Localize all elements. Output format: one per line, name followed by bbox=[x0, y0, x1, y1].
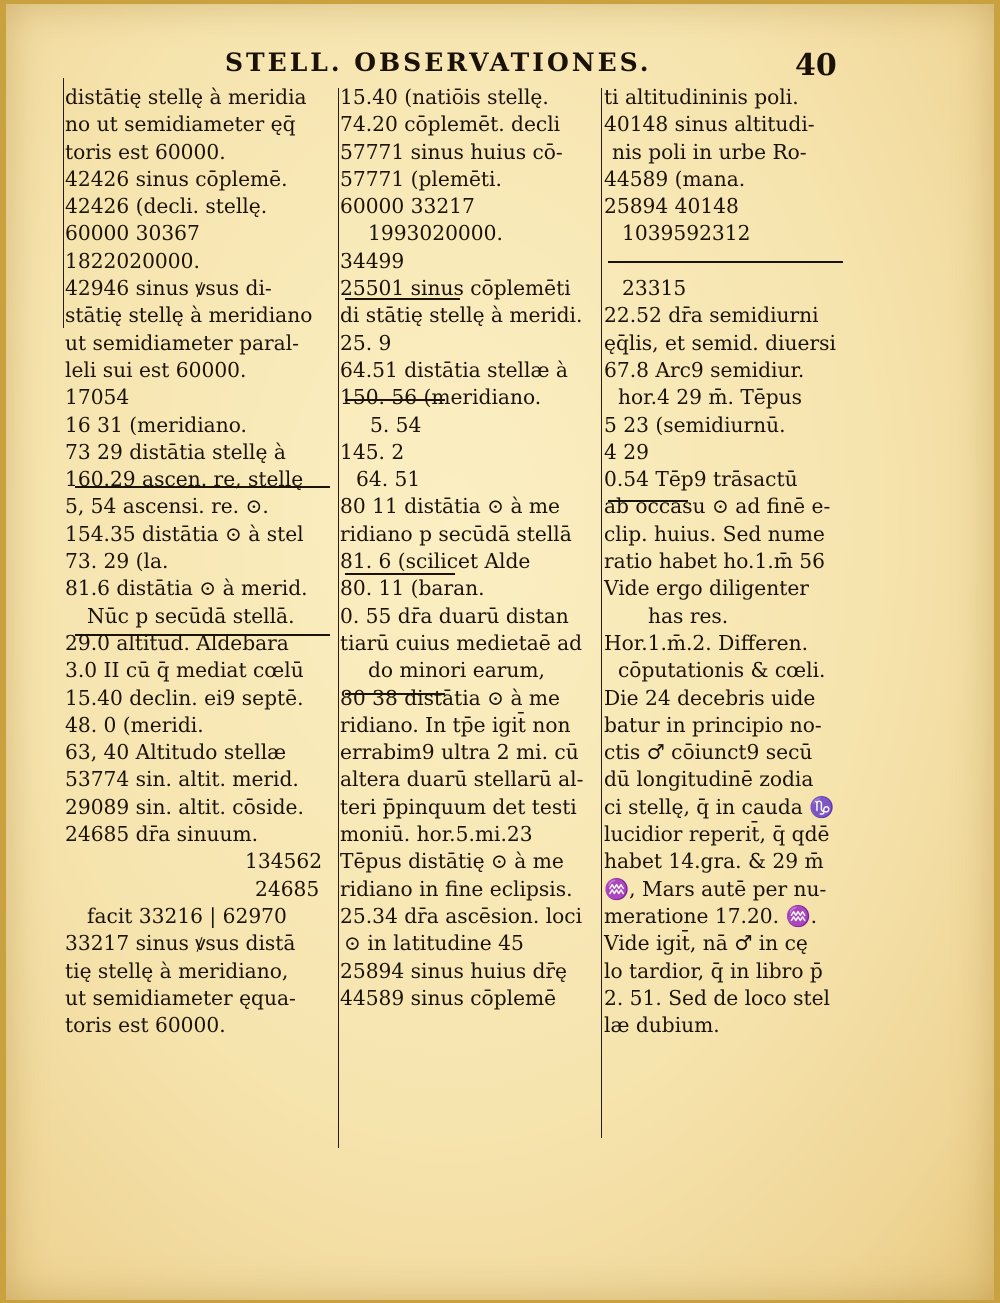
text-line: ęq̄lis, et semid. diuersi bbox=[604, 330, 836, 355]
text-line: 17054 bbox=[65, 385, 130, 410]
text-line: ab occasu ⊙ ad finē e- bbox=[604, 494, 831, 519]
text-line: 145. 2 bbox=[340, 439, 405, 464]
text-line: leli sui est 60000. bbox=[65, 357, 247, 382]
text-line: 40148 sinus altitudi- bbox=[604, 112, 815, 137]
text-line: has res. bbox=[648, 603, 729, 628]
text-line: 0. 55 dr̄a duarū distan bbox=[340, 603, 569, 628]
text-line: toris est 60000. bbox=[65, 1013, 226, 1038]
text-line: ♒, Mars autē per nu- bbox=[604, 876, 827, 901]
text-line: habet 14.gra. & 29 m̄ bbox=[604, 849, 824, 874]
text-line: 57771 sinus huius cō- bbox=[340, 139, 563, 164]
page-number: 40 bbox=[795, 48, 837, 83]
text-line: toris est 60000. bbox=[65, 139, 226, 164]
text-line: moniū. hor.5.mi.23 bbox=[340, 822, 533, 847]
text-line: distātię stellę à meridia bbox=[65, 85, 307, 109]
text-line: errabim9 ultra 2 mi. cū bbox=[340, 740, 579, 765]
text-line: 15.40 (natiōis stellę. bbox=[340, 85, 549, 109]
text-line: 24685 dr̄a sinuum. bbox=[65, 822, 259, 847]
text-line: 42946 sinus ꝟsus di- bbox=[65, 276, 272, 301]
text-line: 1993020000. bbox=[368, 221, 503, 246]
text-line: 150. 56 (meridiano. bbox=[340, 385, 542, 410]
text-line: nis poli in urbe Ro- bbox=[612, 139, 807, 164]
text-line: ⊙ in latitudine 45 bbox=[344, 931, 524, 956]
text-line: 48. 0 (meridi. bbox=[65, 712, 204, 737]
text-line: 1039592312 bbox=[622, 221, 751, 246]
text-line: 154.35 distātia ⊙ à stel bbox=[65, 521, 304, 546]
text-line: læ dubium. bbox=[604, 1013, 720, 1038]
text-line: do minori earum, bbox=[368, 658, 545, 683]
text-line: 42426 sinus cōplemē. bbox=[65, 166, 288, 191]
text-line: 60000 30367 bbox=[65, 221, 200, 246]
text-line: lucidior reperit̄, q̄ qdē bbox=[604, 822, 830, 847]
text-line: meratione 17.20. ♒. bbox=[604, 903, 818, 928]
text-line: 5, 54 ascensi. re. ⊙. bbox=[65, 494, 269, 519]
text-line: 34499 bbox=[340, 248, 405, 273]
text-line: lo tardior, q̄ in libro p̄ bbox=[604, 958, 823, 983]
text-line: 64. 51 bbox=[356, 467, 421, 492]
text-line: 29089 sin. altit. cōside. bbox=[65, 794, 304, 819]
text-line: 57771 (plemēti. bbox=[340, 166, 502, 191]
running-title: STELL. OBSERVATIONES. bbox=[225, 48, 652, 77]
gutter-rule-1 bbox=[338, 88, 339, 1148]
text-line: 44589 (mana. bbox=[604, 166, 746, 191]
text-line: Nūc p secūdā stellā. bbox=[87, 603, 295, 628]
text-line: ut semidiameter paral- bbox=[65, 330, 299, 355]
text-line: stātię stellę à meridiano bbox=[65, 303, 313, 328]
text-line: hor.4 29 m̄. Tēpus bbox=[618, 385, 803, 410]
text-line: 25894 sinus huius dr̄ę bbox=[340, 958, 567, 983]
text-line: 63, 40 Altitudo stellæ bbox=[65, 740, 287, 765]
text-line: 80. 11 (baran. bbox=[340, 576, 485, 601]
text-line: cōputationis & cœli. bbox=[618, 658, 826, 683]
column-right bbox=[604, 84, 854, 1039]
text-line: 73. 29 (la. bbox=[65, 549, 169, 574]
text-line: 22.52 dr̄a semidiurni bbox=[604, 303, 819, 328]
text-line: 134562 bbox=[245, 849, 323, 874]
text-line: facit 33216 | 62970 bbox=[87, 903, 287, 928]
text-line: 60000 33217 bbox=[340, 194, 475, 219]
text-line: 3.0 II cū q̄ mediat cœlū bbox=[65, 658, 304, 683]
text-line: ridiano. In tp̄e igit̄ non bbox=[340, 712, 571, 737]
text-line: 25.34 dr̄a ascēsion. loci bbox=[340, 903, 583, 928]
text-line: di stātię stellę à meridi. bbox=[340, 303, 583, 328]
text-line: 24685 bbox=[255, 876, 320, 901]
text-line: 53774 sin. altit. merid. bbox=[65, 767, 299, 792]
text-line: no ut semidiameter ęq̄ bbox=[65, 112, 296, 137]
text-line: 25. 9 bbox=[340, 330, 392, 355]
text-line: 16 31 (meridiano. bbox=[65, 412, 247, 437]
text-line: 2. 51. Sed de loco stel bbox=[604, 985, 830, 1010]
text-line: dū longitudinē zodia bbox=[604, 767, 814, 792]
text-line: ratio habet ho.1.m̄ 56 bbox=[604, 549, 825, 574]
text-line bbox=[604, 248, 854, 275]
column-middle bbox=[340, 84, 602, 1012]
text-line: 81.6 distātia ⊙ à merid. bbox=[65, 576, 308, 601]
text-line: 74.20 cōplemēt. decli bbox=[340, 112, 561, 137]
text-line: 44589 sinus cōplemē bbox=[340, 985, 557, 1010]
text-line: 80 38 distātia ⊙ à me bbox=[340, 685, 560, 710]
text-line: 33217 sinus ꝟsus distā bbox=[65, 931, 296, 956]
text-line: 64.51 distātia stellæ à bbox=[340, 357, 568, 382]
gutter-rule-left bbox=[63, 78, 64, 328]
text-line: 29.0 altitud. Aldebarā bbox=[65, 630, 289, 655]
text-line: altera duarū stellarū al- bbox=[340, 767, 584, 792]
text-line: 4 29 bbox=[604, 439, 649, 464]
text-line: 5 23 (semidiurnū. bbox=[604, 412, 786, 437]
text-line: 73 29 distātia stellę à bbox=[65, 439, 286, 464]
text-line: tiarū cuius medietaē ad bbox=[340, 630, 583, 655]
text-line: Die 24 decebris uide bbox=[604, 685, 816, 710]
text-line: 160.29 ascen. re, stellę bbox=[65, 467, 304, 492]
text-line: teri p̄pinquum det testi bbox=[340, 794, 577, 819]
text-line: 0.54 Tēp9 trāsactū bbox=[604, 467, 798, 492]
text-line: ut semidiameter ęqua- bbox=[65, 985, 296, 1010]
text-line: ridiano p secūdā stellā bbox=[340, 521, 572, 546]
text-line: 25894 40148 bbox=[604, 194, 739, 219]
text-line: 1822020000. bbox=[65, 248, 200, 273]
text-line: batur in principio no- bbox=[604, 712, 822, 737]
text-line: ridiano in fine eclipsis. bbox=[340, 876, 573, 901]
column-left bbox=[65, 84, 337, 1039]
text-line: Vide igit̄, nā ♂ in cę bbox=[604, 931, 808, 956]
text-line: 5. 54 bbox=[370, 412, 422, 437]
text-line: 15.40 declin. ei9 septē. bbox=[65, 685, 304, 710]
text-line: ctis ♂ cōiunct9 secū bbox=[604, 740, 813, 765]
text-line: Hor.1.m̄.2. Differen. bbox=[604, 630, 809, 655]
text-line: ti altitudininis poli. bbox=[604, 85, 799, 109]
text-line: clip. huius. Sed nume bbox=[604, 521, 825, 546]
text-line: tię stellę à meridiano, bbox=[65, 958, 289, 983]
text-line: 80 11 distātia ⊙ à me bbox=[340, 494, 560, 519]
text-line: 23315 bbox=[622, 276, 687, 301]
page-header bbox=[225, 40, 925, 84]
text-line: Tēpus distātię ⊙ à me bbox=[340, 849, 564, 874]
text-line: 67.8 Arc9 semidiur. bbox=[604, 357, 805, 382]
text-line: 42426 (decli. stellę. bbox=[65, 194, 268, 219]
text-line: 25501 sinus cōplemēti bbox=[340, 276, 571, 301]
text-line: ci stellę, q̄ in cauda ♑ bbox=[604, 794, 835, 819]
text-line: Vide ergo diligenter bbox=[604, 576, 809, 601]
text-line: 81. 6 (scilicet Alde bbox=[340, 549, 531, 574]
